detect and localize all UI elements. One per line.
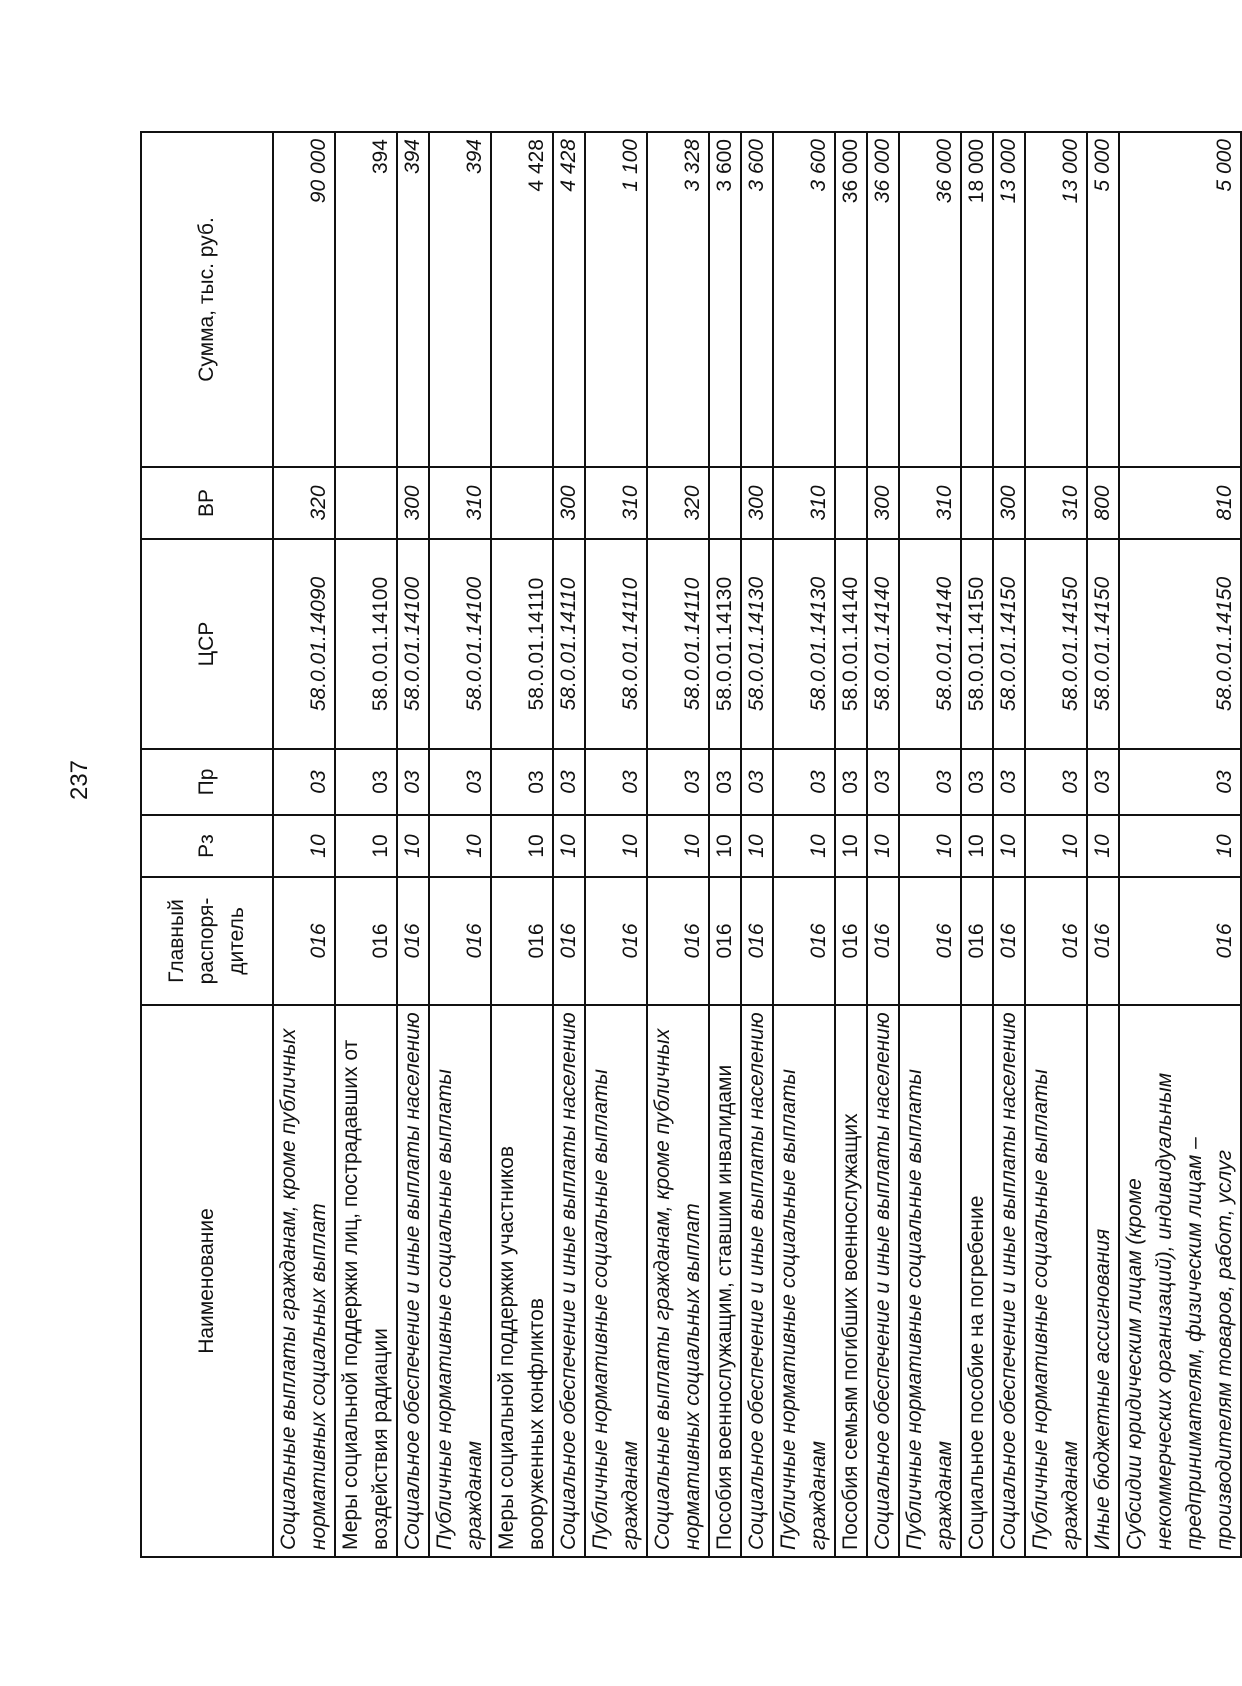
cell-pr: 03 xyxy=(867,749,899,815)
table-row xyxy=(491,132,553,1557)
cell-csr: 58.0.01.14130 xyxy=(741,539,773,749)
table-row xyxy=(1087,132,1119,1557)
cell-pr: 03 xyxy=(741,749,773,815)
cell-sum: 1 100 xyxy=(585,132,647,467)
table-row xyxy=(335,132,397,1557)
cell-vr: 310 xyxy=(585,467,647,539)
cell-admin: 016 xyxy=(709,877,741,1005)
header-pr: Пр xyxy=(141,749,273,815)
cell-rz: 10 xyxy=(585,815,647,877)
cell-rz: 10 xyxy=(647,815,709,877)
cell-sum: 394 xyxy=(429,132,491,467)
cell-rz: 10 xyxy=(867,815,899,877)
cell-name: Меры социальной поддержки участников вооруженных конфликтов xyxy=(491,1005,553,1557)
cell-csr: 58.0.01.14100 xyxy=(335,539,397,749)
cell-rz: 10 xyxy=(899,815,961,877)
cell-sum: 4 428 xyxy=(491,132,553,467)
cell-vr: 310 xyxy=(899,467,961,539)
cell-csr: 58.0.01.14090 xyxy=(273,539,335,749)
table-row xyxy=(647,132,709,1557)
cell-rz: 10 xyxy=(491,815,553,877)
cell-admin: 016 xyxy=(1087,877,1119,1005)
cell-vr: 300 xyxy=(397,467,429,539)
cell-sum: 13 000 xyxy=(1025,132,1087,467)
cell-admin: 016 xyxy=(491,877,553,1005)
cell-pr: 03 xyxy=(899,749,961,815)
cell-csr: 58.0.01.14110 xyxy=(553,539,585,749)
table-row xyxy=(553,132,585,1557)
cell-csr: 58.0.01.14140 xyxy=(867,539,899,749)
cell-sum: 3 600 xyxy=(709,132,741,467)
cell-vr xyxy=(961,467,993,539)
table-row xyxy=(993,132,1025,1557)
cell-vr: 310 xyxy=(1025,467,1087,539)
cell-admin: 016 xyxy=(585,877,647,1005)
cell-name: Социальное обеспечение и иные выплаты населению xyxy=(867,1005,899,1557)
cell-vr: 310 xyxy=(773,467,835,539)
cell-pr: 03 xyxy=(773,749,835,815)
cell-name: Социальное обеспечение и иные выплаты населению xyxy=(553,1005,585,1557)
cell-name: Социальное обеспечение и иные выплаты населению xyxy=(397,1005,429,1557)
cell-rz: 10 xyxy=(835,815,867,877)
header-sum: Сумма, тыс. руб. xyxy=(141,132,273,467)
cell-pr: 03 xyxy=(397,749,429,815)
cell-rz: 10 xyxy=(741,815,773,877)
cell-rz: 10 xyxy=(553,815,585,877)
cell-csr: 58.0.01.14110 xyxy=(647,539,709,749)
budget-table xyxy=(140,131,1242,1558)
table-row xyxy=(273,132,335,1557)
cell-name: Социальные выплаты гражданам, кроме публичных нормативных социальных выплат xyxy=(273,1005,335,1557)
cell-name: Социальное обеспечение и иные выплаты населению xyxy=(741,1005,773,1557)
cell-pr: 03 xyxy=(273,749,335,815)
cell-csr: 58.0.01.14100 xyxy=(429,539,491,749)
cell-csr: 58.0.01.14100 xyxy=(397,539,429,749)
cell-sum: 36 000 xyxy=(899,132,961,467)
cell-name: Субсидии юридическим лицам (кроме некоммерческих организаций), индивидуальным предпринимателям, физическим лицам – производителям товаров, работ, услуг xyxy=(1119,1005,1241,1557)
cell-csr: 58.0.01.14110 xyxy=(585,539,647,749)
cell-pr: 03 xyxy=(1087,749,1119,815)
cell-name: Публичные нормативные социальные выплаты гражданам xyxy=(585,1005,647,1557)
table-row xyxy=(867,132,899,1557)
cell-sum: 5 000 xyxy=(1087,132,1119,467)
cell-admin: 016 xyxy=(335,877,397,1005)
table-row xyxy=(585,132,647,1557)
table-row xyxy=(961,132,993,1557)
cell-rz: 10 xyxy=(273,815,335,877)
header-csr: ЦСР xyxy=(141,539,273,749)
cell-vr: 300 xyxy=(553,467,585,539)
cell-admin: 016 xyxy=(273,877,335,1005)
cell-rz: 10 xyxy=(961,815,993,877)
table-row xyxy=(899,132,961,1557)
cell-admin: 016 xyxy=(961,877,993,1005)
table-row xyxy=(397,132,429,1557)
cell-name: Публичные нормативные социальные выплаты гражданам xyxy=(899,1005,961,1557)
cell-name: Пособия семьям погибших военнослужащих xyxy=(835,1005,867,1557)
cell-vr: 810 xyxy=(1119,467,1241,539)
cell-vr: 320 xyxy=(647,467,709,539)
cell-vr: 800 xyxy=(1087,467,1119,539)
table-row xyxy=(1119,132,1241,1557)
cell-rz: 10 xyxy=(1087,815,1119,877)
cell-admin: 016 xyxy=(899,877,961,1005)
cell-name: Иные бюджетные ассигнования xyxy=(1087,1005,1119,1557)
cell-csr: 58.0.01.14150 xyxy=(1119,539,1241,749)
cell-sum: 3 600 xyxy=(741,132,773,467)
header-rz: Рз xyxy=(141,815,273,877)
cell-admin: 016 xyxy=(1119,877,1241,1005)
table-row xyxy=(1025,132,1087,1557)
cell-admin: 016 xyxy=(741,877,773,1005)
cell-pr: 03 xyxy=(491,749,553,815)
cell-name: Меры социальной поддержки лиц, пострадавших от воздействия радиации xyxy=(335,1005,397,1557)
cell-name: Социальное пособие на погребение xyxy=(961,1005,993,1557)
table-body xyxy=(273,132,1241,1557)
cell-name: Публичные нормативные социальные выплаты гражданам xyxy=(429,1005,491,1557)
cell-sum: 5 000 xyxy=(1119,132,1241,467)
cell-admin: 016 xyxy=(835,877,867,1005)
cell-pr: 03 xyxy=(1025,749,1087,815)
cell-sum: 18 000 xyxy=(961,132,993,467)
cell-name: Социальное обеспечение и иные выплаты населению xyxy=(993,1005,1025,1557)
cell-rz: 10 xyxy=(993,815,1025,877)
cell-csr: 58.0.01.14140 xyxy=(899,539,961,749)
cell-csr: 58.0.01.14150 xyxy=(1087,539,1119,749)
table-row xyxy=(773,132,835,1557)
table-row xyxy=(741,132,773,1557)
table-row xyxy=(429,132,491,1557)
cell-sum: 3 600 xyxy=(773,132,835,467)
cell-vr: 320 xyxy=(273,467,335,539)
cell-sum: 4 428 xyxy=(553,132,585,467)
cell-admin: 016 xyxy=(993,877,1025,1005)
cell-rz: 10 xyxy=(773,815,835,877)
cell-rz: 10 xyxy=(709,815,741,877)
cell-pr: 03 xyxy=(835,749,867,815)
cell-csr: 58.0.01.14150 xyxy=(993,539,1025,749)
cell-pr: 03 xyxy=(585,749,647,815)
cell-pr: 03 xyxy=(1119,749,1241,815)
cell-admin: 016 xyxy=(867,877,899,1005)
cell-pr: 03 xyxy=(553,749,585,815)
cell-name: Публичные нормативные социальные выплаты гражданам xyxy=(773,1005,835,1557)
cell-vr: 300 xyxy=(993,467,1025,539)
table-header-row xyxy=(141,132,273,1557)
header-admin: Главный распоря-дитель xyxy=(141,877,273,1005)
cell-vr: 310 xyxy=(429,467,491,539)
table-row xyxy=(835,132,867,1557)
cell-sum: 36 000 xyxy=(835,132,867,467)
cell-admin: 016 xyxy=(429,877,491,1005)
cell-vr xyxy=(709,467,741,539)
cell-name: Социальные выплаты гражданам, кроме публичных нормативных социальных выплат xyxy=(647,1005,709,1557)
cell-pr: 03 xyxy=(709,749,741,815)
cell-rz: 10 xyxy=(1119,815,1241,877)
cell-csr: 58.0.01.14150 xyxy=(1025,539,1087,749)
cell-vr: 300 xyxy=(867,467,899,539)
cell-vr xyxy=(491,467,553,539)
cell-admin: 016 xyxy=(647,877,709,1005)
cell-admin: 016 xyxy=(773,877,835,1005)
cell-csr: 58.0.01.14150 xyxy=(961,539,993,749)
cell-admin: 016 xyxy=(553,877,585,1005)
cell-sum: 13 000 xyxy=(993,132,1025,467)
cell-rz: 10 xyxy=(1025,815,1087,877)
cell-vr: 300 xyxy=(741,467,773,539)
header-vr: ВР xyxy=(141,467,273,539)
cell-sum: 394 xyxy=(397,132,429,467)
cell-sum: 3 328 xyxy=(647,132,709,467)
cell-sum: 394 xyxy=(335,132,397,467)
table-row xyxy=(709,132,741,1557)
cell-sum: 90 000 xyxy=(273,132,335,467)
cell-csr: 58.0.01.14140 xyxy=(835,539,867,749)
cell-admin: 016 xyxy=(397,877,429,1005)
header-name: Наименование xyxy=(141,1005,273,1557)
cell-rz: 10 xyxy=(397,815,429,877)
cell-name: Публичные нормативные социальные выплаты гражданам xyxy=(1025,1005,1087,1557)
cell-vr xyxy=(835,467,867,539)
cell-csr: 58.0.01.14130 xyxy=(773,539,835,749)
cell-csr: 58.0.01.14110 xyxy=(491,539,553,749)
cell-rz: 10 xyxy=(335,815,397,877)
cell-vr xyxy=(335,467,397,539)
cell-name: Пособия военнослужащим, ставшим инвалидами xyxy=(709,1005,741,1557)
cell-pr: 03 xyxy=(429,749,491,815)
cell-rz: 10 xyxy=(429,815,491,877)
cell-pr: 03 xyxy=(647,749,709,815)
cell-sum: 36 000 xyxy=(867,132,899,467)
cell-pr: 03 xyxy=(335,749,397,815)
cell-pr: 03 xyxy=(993,749,1025,815)
page-number: 237 xyxy=(66,759,93,801)
cell-csr: 58.0.01.14130 xyxy=(709,539,741,749)
cell-pr: 03 xyxy=(961,749,993,815)
cell-admin: 016 xyxy=(1025,877,1087,1005)
budget-table-container xyxy=(140,133,1236,1558)
